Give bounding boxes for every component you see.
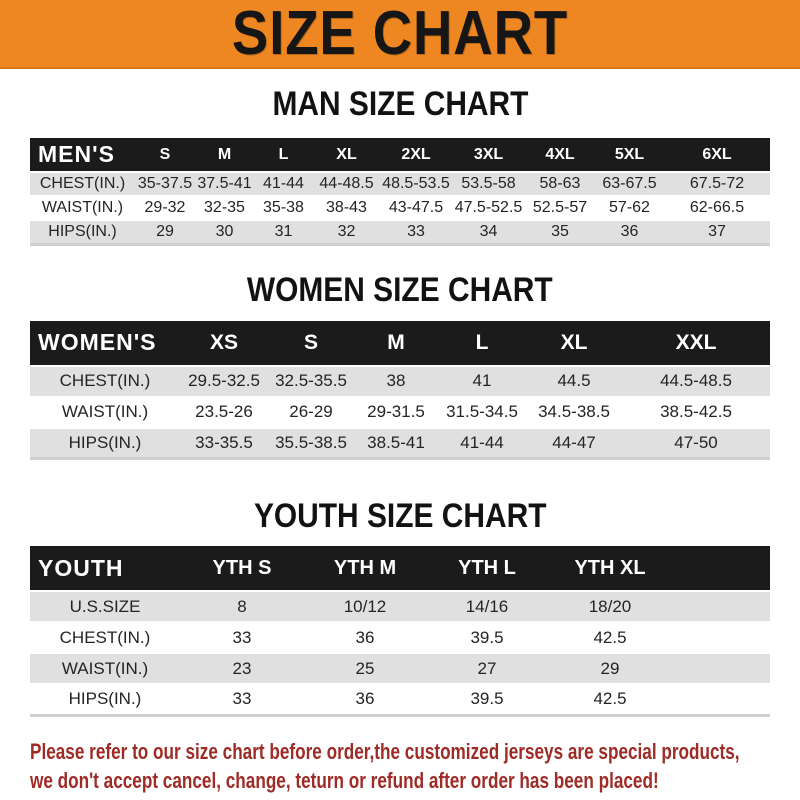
size-value: 35-38 xyxy=(263,199,304,216)
row-label: CHEST(IN.) xyxy=(30,366,180,397)
size-value: 35 xyxy=(525,220,595,244)
size-value: 8 xyxy=(180,591,304,622)
size-value: 33 xyxy=(232,627,252,647)
size-value: 44-48.5 xyxy=(313,172,380,196)
size-value: 36 xyxy=(595,220,664,244)
size-value: 35.5-38.5 xyxy=(268,428,354,459)
size-value: 38 xyxy=(354,366,438,397)
youth-section-title xyxy=(0,498,800,534)
men-size-header: S xyxy=(159,145,171,163)
men-size-header: 5XL xyxy=(614,145,645,163)
size-value: 29-31.5 xyxy=(367,402,425,421)
size-value: 34.5-38.5 xyxy=(538,402,610,421)
men-size-header: 2XL xyxy=(401,145,431,163)
size-value: 38.5-41 xyxy=(354,428,438,459)
size-value: 47-50 xyxy=(622,428,770,459)
women-size-header: S xyxy=(303,330,318,354)
women-corner-label: WOMEN'S xyxy=(38,329,157,355)
man-section-title-text: MAN SIZE CHART xyxy=(272,85,528,123)
size-value: 48.5-53.5 xyxy=(380,172,452,196)
men-size-header: 4XL xyxy=(545,145,575,163)
size-value: 58-63 xyxy=(525,172,595,196)
size-value: 30 xyxy=(195,220,254,244)
banner-title: SIZE CHART xyxy=(231,0,569,68)
youth-chest-row xyxy=(30,622,770,653)
youth-ussize-row xyxy=(30,591,770,622)
size-value: 31.5-34.5 xyxy=(446,402,518,421)
size-value: 63-67.5 xyxy=(595,172,664,196)
size-value: 67.5-72 xyxy=(664,172,770,196)
size-value: 31 xyxy=(254,220,313,244)
size-chart-banner xyxy=(0,0,800,69)
size-value: 41 xyxy=(438,366,526,397)
men-chest-row xyxy=(30,172,770,196)
youth-hips-row xyxy=(30,684,770,715)
size-value: 36 xyxy=(355,627,375,647)
men-size-header: L xyxy=(278,145,289,163)
size-value: 37 xyxy=(664,220,770,244)
youth-header-row xyxy=(30,546,770,591)
disclaimer-line-2: we don't accept cancel, change, teturn or refund after order has been placed! xyxy=(30,767,659,793)
size-value: 29.5-32.5 xyxy=(180,366,268,397)
women-size-table xyxy=(30,321,770,461)
size-value: 37.5-41 xyxy=(195,172,254,196)
size-value: 34 xyxy=(452,220,525,244)
size-value: 33 xyxy=(180,684,304,715)
men-size-header: 6XL xyxy=(702,145,732,163)
size-value: 43-47.5 xyxy=(388,199,444,216)
spacer-cell xyxy=(672,591,770,622)
size-value: 42.5 xyxy=(548,684,672,715)
size-value: 29-32 xyxy=(144,199,186,216)
size-value: 33 xyxy=(380,220,452,244)
women-header-row xyxy=(30,321,770,366)
size-value: 44.5-48.5 xyxy=(622,366,770,397)
disclaimer-line-1: Please refer to our size chart before order,the customized jerseys are special products, xyxy=(30,738,740,764)
row-label: HIPS(IN.) xyxy=(30,220,135,244)
row-label: HIPS(IN.) xyxy=(30,428,180,459)
women-size-header: XL xyxy=(560,330,588,354)
men-size-table xyxy=(30,138,770,246)
size-value: 38-43 xyxy=(326,199,367,216)
youth-section-title-text: YOUTH SIZE CHART xyxy=(253,497,547,535)
size-value: 29 xyxy=(548,653,672,684)
men-hips-row xyxy=(30,220,770,244)
youth-corner-label: YOUTH xyxy=(38,554,124,581)
youth-waist-row xyxy=(30,653,770,684)
man-section-title xyxy=(0,86,800,122)
size-value: 39.5 xyxy=(470,627,504,647)
size-value: 25 xyxy=(304,653,426,684)
youth-size-header: YTH S xyxy=(212,556,272,579)
row-label: WAIST(IN.) xyxy=(41,199,124,216)
youth-size-header: YTH M xyxy=(333,556,397,579)
size-value: 62-66.5 xyxy=(689,199,745,216)
row-label: HIPS(IN.) xyxy=(30,684,180,715)
size-value: 36 xyxy=(304,684,426,715)
size-value: 44-47 xyxy=(526,428,622,459)
size-value: 41-44 xyxy=(254,172,313,196)
size-value: 14/16 xyxy=(426,591,548,622)
size-value: 32 xyxy=(313,220,380,244)
size-value: 29 xyxy=(135,220,195,244)
spacer-cell xyxy=(672,684,770,715)
spacer-cell xyxy=(672,653,770,684)
youth-size-header: YTH L xyxy=(458,556,516,579)
row-label: WAIST(IN.) xyxy=(30,653,180,684)
women-waist-row xyxy=(30,397,770,428)
women-size-header: XS xyxy=(209,330,238,354)
men-header-row xyxy=(30,138,770,172)
size-value: 42.5 xyxy=(593,627,627,647)
size-value: 39.5 xyxy=(426,684,548,715)
women-size-header: XXL xyxy=(675,330,717,354)
size-value: 10/12 xyxy=(304,591,426,622)
disclaimer xyxy=(0,737,800,795)
women-size-header: M xyxy=(387,330,405,354)
size-value: 47.5-52.5 xyxy=(454,199,523,216)
spacer-cell xyxy=(672,622,770,653)
women-section-title-text: WOMEN SIZE CHART xyxy=(247,270,553,309)
size-value: 38.5-42.5 xyxy=(660,402,732,421)
row-label: CHEST(IN.) xyxy=(30,172,135,196)
men-size-header: M xyxy=(217,145,232,163)
women-size-header: L xyxy=(475,330,489,354)
spacer-cell xyxy=(672,546,770,591)
size-value: 27 xyxy=(426,653,548,684)
size-value: 26-29 xyxy=(289,402,333,421)
size-value: 32-35 xyxy=(204,199,245,216)
size-value: 33-35.5 xyxy=(180,428,268,459)
women-chest-row xyxy=(30,366,770,397)
row-label: U.S.SIZE xyxy=(30,591,180,622)
row-label: CHEST(IN.) xyxy=(59,627,151,647)
women-section-title xyxy=(0,272,800,308)
size-value: 41-44 xyxy=(438,428,526,459)
men-size-header: 3XL xyxy=(473,145,504,163)
size-value: 23.5-26 xyxy=(195,402,253,421)
row-label: WAIST(IN.) xyxy=(61,402,149,421)
youth-size-table xyxy=(30,546,770,717)
size-value: 32.5-35.5 xyxy=(268,366,354,397)
size-value: 18/20 xyxy=(548,591,672,622)
women-hips-row xyxy=(30,428,770,459)
size-value: 35-37.5 xyxy=(135,172,195,196)
size-value: 52.5-57 xyxy=(532,199,588,216)
youth-size-header: YTH XL xyxy=(574,556,646,579)
size-value: 57-62 xyxy=(609,199,650,216)
size-value: 53.5-58 xyxy=(452,172,525,196)
men-waist-row xyxy=(30,196,770,220)
men-corner-label: MEN'S xyxy=(38,141,115,167)
size-value: 44.5 xyxy=(526,366,622,397)
men-size-header: XL xyxy=(336,145,357,163)
size-value: 23 xyxy=(180,653,304,684)
